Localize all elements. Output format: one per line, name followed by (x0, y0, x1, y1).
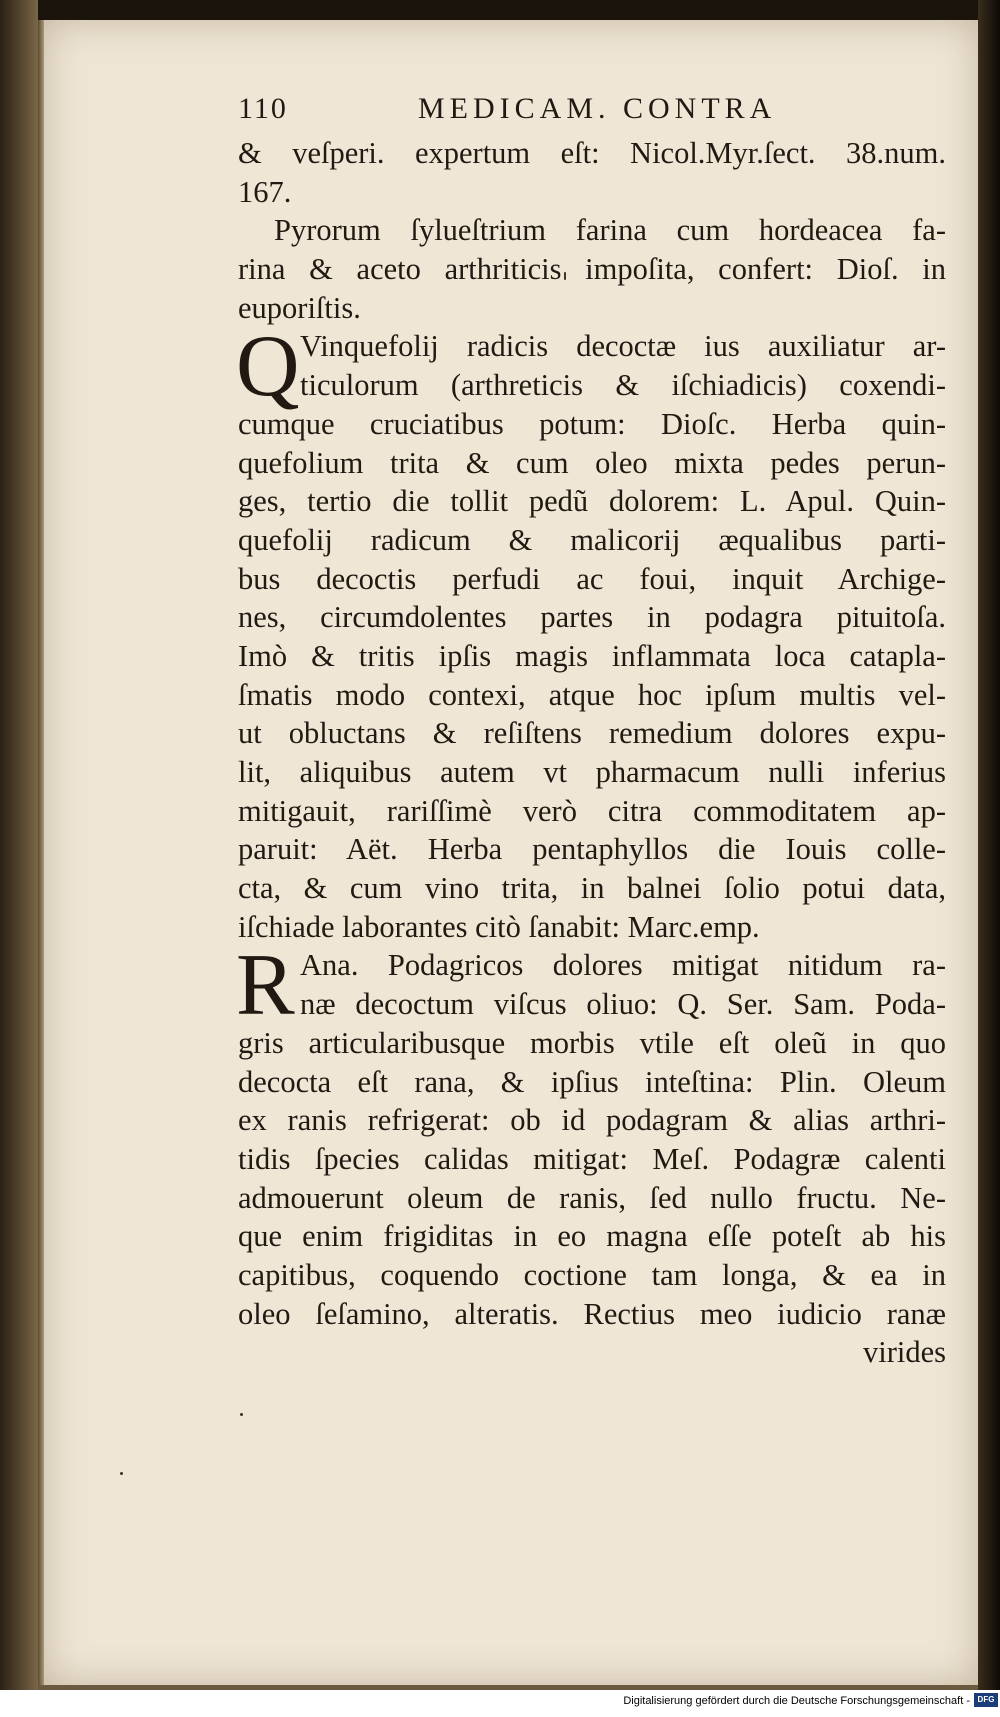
paragraph-quinquefolium (236, 318, 946, 946)
running-head: MEDICAM. CONTRA (418, 92, 777, 125)
text-line: admouerunt oleum de ranis, ſed nullo fructu. Ne- (238, 1180, 946, 1215)
text-line: iſchiade laborantes citò ſanabit: Marc.emp. (238, 909, 760, 944)
text-line: tidis ſpecies calidas mitigat: Meſ. Podagræ calenti (238, 1141, 946, 1176)
text-line: Vinquefolij radicis decoctæ ius auxiliatur ar- (300, 329, 946, 364)
paragraph-rana (236, 937, 946, 1372)
page-number: 110 (238, 92, 288, 125)
catchword: virides (862, 1335, 946, 1370)
text-line: ex ranis refrigerat: ob id podagram & alias arthri- (238, 1103, 946, 1138)
text-line: oleo ſeſamino, alteratis. Rectius meo iudicio ranæ (238, 1296, 946, 1331)
text-line: quefolium trita & cum oleo mixta pedes perun- (238, 445, 946, 480)
text-line: Imò & tritis ipſis magis inflammata loca catapla- (238, 638, 946, 673)
paragraph-intro (238, 134, 946, 211)
text-line: & veſperi. expertum eſt: Nicol.Myr.ſect. 38.num. (238, 136, 946, 170)
digitization-footer (0, 1690, 1000, 1717)
text-line: gris articularibusque morbis vtile eſt oleũ in quo (238, 1025, 946, 1060)
text-line: Pyrorum ſylueſtrium farina cum hordeacea fa- (274, 213, 946, 248)
text-line: mitigauit, rariſſimè verò citra commoditatem ap- (238, 793, 946, 828)
text-line: euporiſtis. (238, 290, 361, 325)
text-line: 167. (238, 174, 292, 209)
ink-speck (120, 1472, 123, 1475)
text-line: cumque cruciatibus potum: Dioſc. Herba quin- (238, 406, 946, 441)
text-line: ut obluctans & reſiſtens remedium dolores expu- (238, 716, 946, 751)
text-line: rina & aceto arthriticis impoſita, confert: Dioſ. in (238, 252, 946, 287)
text-line: bus decoctis perfudi ac foui, inquit Archige- (238, 561, 946, 596)
text-line: paruit: Aët. Herba pentaphyllos die Iouis colle- (238, 832, 946, 867)
text-line: lit, aliquibus autem vt pharmacum nulli inferius (238, 755, 946, 789)
scan-right-edge (978, 0, 1000, 1717)
text-line: decocta eſt rana, & ipſius inteſtina: Plin. Oleum (238, 1064, 946, 1099)
text-line: que enim frigiditas in eo magna eſſe poteſt ab his (238, 1219, 946, 1254)
text-line: capitibus, coquendo coctione tam longa, & ea in (238, 1257, 946, 1292)
text-line: quefolij radicum & malicorij æqualibus parti- (238, 522, 946, 557)
text-line: Ana. Podagricos dolores mitigat nitidum ra- (300, 948, 946, 983)
paragraph-pyrorum (238, 211, 946, 327)
drop-cap: R (236, 937, 295, 1035)
page-header (238, 92, 946, 134)
text-line: cta, & cum vino trita, in balnei ſolio potui data, (238, 871, 946, 906)
footer-credit: Digitalisierung gefördert durch die Deutsche Forschungsgemeinschaft - (623, 1695, 970, 1707)
dfg-logo: DFG (974, 1693, 998, 1707)
drop-cap: Q (236, 318, 300, 416)
text-line: ticulorum (arthreticis & iſchiadicis) coxendi- (300, 368, 946, 403)
text-line: ſmatis modo contexi, atque hoc ipſum multis vel- (238, 677, 946, 712)
page-text (238, 92, 946, 1372)
ink-speck (240, 1413, 243, 1416)
text-line: nes, circumdolentes partes in podagra pituitoſa. (238, 600, 946, 635)
text-line: ges, tertio die tollit pedũ dolorem: L. Apul. Quin- (238, 484, 946, 519)
text-line: næ decoctum viſcus oliuo: Q. Ser. Sam. Poda- (300, 987, 946, 1022)
scan-left-edge (0, 0, 38, 1717)
scan-top-edge (0, 0, 1000, 20)
